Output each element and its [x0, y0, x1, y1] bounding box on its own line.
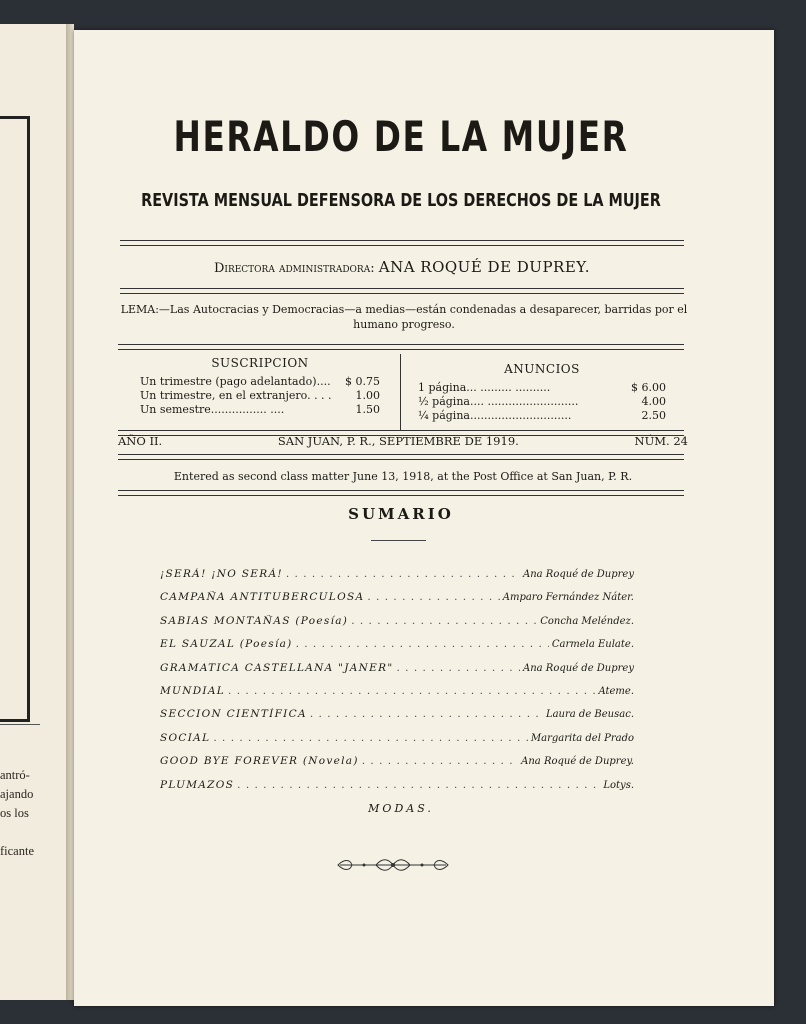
magazine-page [74, 30, 774, 1006]
row-price: 1.00 [355, 389, 380, 402]
row-label: Un semestre................ .... [140, 403, 285, 416]
director-name: ANA ROQUÉ DE DUPREY. [378, 258, 591, 276]
director-line [120, 258, 684, 276]
anuncios-row [418, 381, 666, 395]
row-price: 1.50 [355, 403, 380, 416]
row-label: Un trimestre (pago adelantado).... [140, 375, 331, 388]
left-fragment: antró- [0, 768, 30, 782]
toc-item [160, 591, 634, 614]
toc-item [160, 568, 634, 591]
toc-title: CAMPAÑA ANTITUBERCULOSA [160, 591, 365, 604]
rule-double [118, 490, 684, 496]
sumario-footer: MODAS. [368, 802, 434, 815]
toc-title: ¡SERÁ! ¡NO SERÁ! [160, 568, 283, 580]
toc-leader [367, 591, 499, 603]
toc-author: Concha Meléndez. [540, 615, 634, 627]
toc-item [160, 708, 634, 731]
book-spine [66, 24, 74, 1000]
toc-title: EL SAUZAL (Poesía) [160, 638, 293, 651]
toc-item [160, 755, 634, 778]
toc-title: SOCIAL [160, 731, 211, 744]
toc-author: Lotys. [603, 779, 634, 791]
toc-author: Laura de Beusac. [545, 709, 634, 721]
issue-number: NÚM. 24 [634, 434, 688, 448]
anuncios-row [418, 409, 666, 423]
anuncios-heading: ANUNCIOS [504, 362, 580, 376]
table-of-contents [160, 568, 634, 802]
toc-title: SABIAS MONTAÑAS (Poesía) [160, 614, 349, 627]
row-price: $ 0.75 [345, 375, 380, 388]
suscripcion-row [140, 403, 380, 417]
row-price: 4.00 [641, 395, 666, 408]
row-label: Un trimestre, en el extranjero. . . . [140, 389, 332, 402]
anuncios-block [418, 362, 666, 423]
left-page-text [0, 766, 34, 861]
toc-leader [228, 685, 595, 697]
toc-author: Amparo Fernández Náter. [502, 592, 634, 604]
left-page-frame [0, 116, 30, 722]
rule-double [120, 288, 684, 294]
toc-title: GRAMATICA CASTELLANA "JANER" [160, 661, 394, 674]
toc-item [160, 685, 634, 708]
toc-leader [237, 779, 600, 791]
anuncios-row [418, 395, 666, 409]
left-fragment: os los [0, 806, 29, 820]
rule-double [120, 240, 684, 246]
toc-author: Ana Roqué de Duprey [523, 662, 634, 674]
suscripcion-block [140, 356, 380, 417]
left-fragment: ajando [0, 787, 34, 801]
masthead-title: HERALDO DE LA MUJER [173, 112, 629, 161]
toc-item [160, 732, 634, 755]
masthead-subtitle: REVISTA MENSUAL DEFENSORA DE LOS DERECHOS DE LA MUJER [141, 190, 661, 211]
row-price: $ 6.00 [631, 381, 666, 394]
toc-title: GOOD BYE FOREVER (Novela) [160, 755, 359, 768]
toc-author: Ana Roqué de Duprey [523, 569, 634, 580]
column-divider [400, 354, 401, 430]
postal-notice: Entered as second class matter June 13, 1918, at the Post Office at San Juan, P. R. [173, 470, 633, 483]
issue-year: AÑO II. [118, 434, 163, 448]
row-price: 2.50 [641, 409, 666, 422]
row-label: 1 página... ......... .......... [418, 381, 551, 394]
toc-title: SECCION CIENTÍFICA [160, 708, 307, 721]
row-label: ½ página.... .......................... [418, 395, 579, 408]
dateline [118, 434, 688, 448]
toc-leader [310, 708, 543, 720]
row-label: ¼ página............................. [418, 409, 572, 422]
toc-item [160, 662, 634, 685]
toc-author: Ateme. [598, 685, 634, 697]
suscripcion-row [140, 375, 380, 389]
director-label: Directora administradora: [213, 261, 375, 276]
suscripcion-heading: SUSCRIPCION [211, 356, 309, 370]
toc-item [160, 615, 634, 638]
left-page-rule [0, 724, 40, 725]
toc-leader [351, 615, 537, 627]
toc-title: MUNDIAL [160, 684, 226, 697]
toc-leader [296, 638, 549, 650]
left-fragment: ficante [0, 844, 35, 858]
toc-item [160, 638, 634, 661]
toc-author: Margarita del Prado [530, 732, 634, 744]
left-fragment [0, 823, 34, 842]
rule-double [118, 344, 684, 350]
toc-leader [396, 662, 520, 674]
sumario-rule [371, 540, 426, 541]
lema-text: LEMA:—Las Autocracias y Democracias—a medias—están condenadas a desaparecer, barridas por el humano progreso. [120, 303, 688, 331]
ornament-icon [336, 856, 450, 874]
toc-author: Carmela Eulate. [551, 639, 634, 651]
issue-place-date: SAN JUAN, P. R., SEPTIEMBRE DE 1919. [277, 434, 519, 448]
toc-title: PLUMAZOS [160, 778, 235, 791]
toc-author: Ana Roqué de Duprey. [521, 756, 634, 768]
sumario-heading: SUMARIO [348, 505, 454, 523]
rule-double [118, 454, 684, 460]
toc-leader [362, 755, 518, 767]
suscripcion-row [140, 389, 380, 403]
toc-item [160, 779, 634, 802]
toc-leader [286, 568, 520, 580]
left-page [0, 24, 67, 1000]
toc-leader [213, 732, 528, 744]
